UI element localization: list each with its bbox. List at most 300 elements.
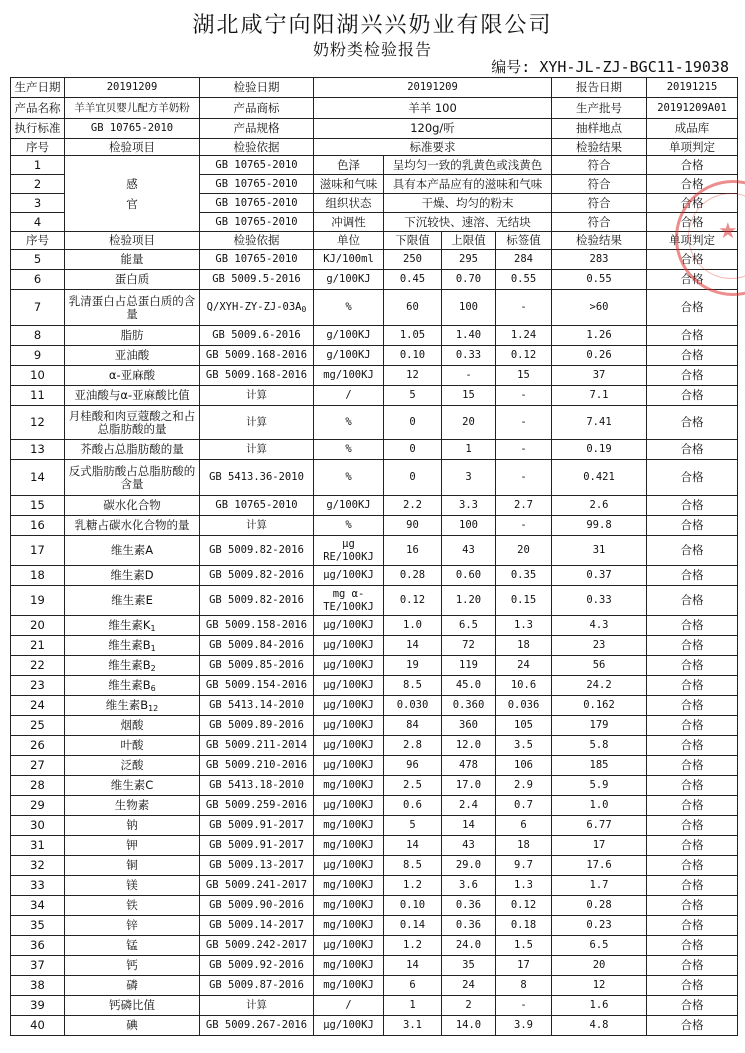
- seq-cell: 27: [11, 756, 65, 776]
- result-cell: 1.0: [552, 796, 647, 816]
- table-row: [11, 440, 738, 460]
- seq-cell: 3: [11, 194, 65, 213]
- seq-cell: 1: [11, 156, 65, 175]
- basis-cell: 计算: [200, 440, 314, 460]
- item-cell: α-亚麻酸: [65, 366, 200, 386]
- prod-date-label: 生产日期: [11, 78, 65, 98]
- lower-limit-cell: 0.10: [384, 346, 442, 366]
- table-row: [11, 250, 738, 270]
- unit-cell: μg/100KJ: [314, 716, 384, 736]
- result-cell: 5.8: [552, 736, 647, 756]
- judgement-cell: 合格: [647, 856, 738, 876]
- item-cell: 钙磷比值: [65, 996, 200, 1016]
- label-value-cell: 105: [496, 716, 552, 736]
- label-value-cell: 284: [496, 250, 552, 270]
- item-cell: 磷: [65, 976, 200, 996]
- basis-cell: GB 5009.241-2017: [200, 876, 314, 896]
- requirement-cell: 干燥、均匀的粉末: [384, 194, 552, 213]
- judgement-cell: 合格: [647, 816, 738, 836]
- judgement-cell: 合格: [647, 566, 738, 586]
- label-value-cell: 0.18: [496, 916, 552, 936]
- basis-cell: GB 5009.82-2016: [200, 586, 314, 616]
- item-cell: 反式脂肪酸占总脂肪酸的含量: [65, 460, 200, 496]
- item-cell: 亚油酸: [65, 346, 200, 366]
- lower-limit-cell: 0.45: [384, 270, 442, 290]
- unit-cell: KJ/100ml: [314, 250, 384, 270]
- basis-cell: GB 5009.92-2016: [200, 956, 314, 976]
- judgement-cell: 合格: [647, 716, 738, 736]
- upper-limit-cell: 360: [442, 716, 496, 736]
- label-value-cell: 10.6: [496, 676, 552, 696]
- item-cell: 泛酸: [65, 756, 200, 776]
- unit-cell: g/100KJ: [314, 270, 384, 290]
- upper-limit-cell: 35: [442, 956, 496, 976]
- item-cell: 维生素E: [65, 586, 200, 616]
- label-value-cell: -: [496, 386, 552, 406]
- basis-cell: GB 5009.89-2016: [200, 716, 314, 736]
- unit-cell: μg/100KJ: [314, 566, 384, 586]
- result-cell: 23: [552, 636, 647, 656]
- header-result: 检验结果: [552, 139, 647, 156]
- header-unit: 单位: [314, 232, 384, 250]
- judgement-cell: 合格: [647, 536, 738, 566]
- table-row: [11, 496, 738, 516]
- upper-limit-cell: 43: [442, 536, 496, 566]
- unit-cell: μg/100KJ: [314, 856, 384, 876]
- judgement-cell: 合格: [647, 250, 738, 270]
- result-cell: 7.41: [552, 406, 647, 440]
- item-cell: 铜: [65, 856, 200, 876]
- lower-limit-cell: 90: [384, 516, 442, 536]
- unit-cell: %: [314, 516, 384, 536]
- basis-cell: 计算: [200, 406, 314, 440]
- upper-limit-cell: 0.36: [442, 896, 496, 916]
- seq-cell: 13: [11, 440, 65, 460]
- judgement-cell: 合格: [647, 676, 738, 696]
- table-row: [11, 916, 738, 936]
- upper-limit-cell: 0.360: [442, 696, 496, 716]
- item-subscript: 1: [150, 644, 156, 653]
- lower-limit-cell: 84: [384, 716, 442, 736]
- table-row: [11, 290, 738, 326]
- info-row-1: [11, 78, 738, 98]
- header-judge: 单项判定: [647, 232, 738, 250]
- judgement-cell: 合格: [647, 756, 738, 776]
- table-row: [11, 366, 738, 386]
- seq-cell: 22: [11, 656, 65, 676]
- item-text: 维生素B: [108, 678, 151, 692]
- header-item: 检验项目: [65, 139, 200, 156]
- lower-limit-cell: 8.5: [384, 856, 442, 876]
- label-value-cell: 2.7: [496, 496, 552, 516]
- aspect-cell: 冲调性: [314, 213, 384, 232]
- basis-text: Q/XYH-ZY-ZJ-03A: [206, 301, 302, 313]
- lower-limit-cell: 250: [384, 250, 442, 270]
- result-cell: 1.6: [552, 996, 647, 1016]
- lower-limit-cell: 0.14: [384, 916, 442, 936]
- seq-cell: 10: [11, 366, 65, 386]
- item-cell: 钠: [65, 816, 200, 836]
- table-row: [11, 696, 738, 716]
- seq-cell: 38: [11, 976, 65, 996]
- lower-limit-cell: 16: [384, 536, 442, 566]
- item-cell: 脂肪: [65, 326, 200, 346]
- seq-cell: 33: [11, 876, 65, 896]
- basis-cell: GB 5009.259-2016: [200, 796, 314, 816]
- table-row: [11, 386, 738, 406]
- table-row: [11, 676, 738, 696]
- seq-cell: 37: [11, 956, 65, 976]
- upper-limit-cell: 3.6: [442, 876, 496, 896]
- sample-site-label: 抽样地点: [552, 119, 647, 139]
- item-subscript: 1: [150, 624, 156, 633]
- batch-label: 生产批号: [552, 98, 647, 119]
- table-row: [11, 536, 738, 566]
- item-cell: 碳水化合物: [65, 496, 200, 516]
- basis-cell: GB 5009.211-2014: [200, 736, 314, 756]
- upper-limit-cell: 24: [442, 976, 496, 996]
- unit-cell: μg/100KJ: [314, 736, 384, 756]
- table-row: [11, 936, 738, 956]
- item-cell: 蛋白质: [65, 270, 200, 290]
- judgement-cell: 合格: [647, 460, 738, 496]
- item-cell: 维生素D: [65, 566, 200, 586]
- unit-cell: mg/100KJ: [314, 836, 384, 856]
- table-row: [11, 346, 738, 366]
- unit-cell: %: [314, 290, 384, 326]
- basis-cell: 计算: [200, 516, 314, 536]
- basis-cell: GB 5009.82-2016: [200, 566, 314, 586]
- seq-cell: 35: [11, 916, 65, 936]
- table-row: [11, 406, 738, 440]
- upper-limit-cell: 0.70: [442, 270, 496, 290]
- header-requirement: 标准要求: [314, 139, 552, 156]
- lower-limit-cell: 0.28: [384, 566, 442, 586]
- judgement-cell: 合格: [647, 406, 738, 440]
- seq-cell: 23: [11, 676, 65, 696]
- label-value-cell: 20: [496, 536, 552, 566]
- lower-limit-cell: 6: [384, 976, 442, 996]
- judgement-cell: 合格: [647, 796, 738, 816]
- judgement-cell: 合格: [647, 916, 738, 936]
- label-value-cell: 1.3: [496, 616, 552, 636]
- table-row: [11, 1016, 738, 1036]
- lower-limit-cell: 12: [384, 366, 442, 386]
- inspection-report-table: [10, 77, 738, 1036]
- item-cell: 月桂酸和肉豆蔻酸之和占总脂肪酸的量: [65, 406, 200, 440]
- sample-site-value: 成品库: [647, 119, 738, 139]
- label-value-cell: 0.036: [496, 696, 552, 716]
- basis-cell: GB 5009.5-2016: [200, 270, 314, 290]
- unit-cell: μg/100KJ: [314, 636, 384, 656]
- basis-cell: GB 5009.14-2017: [200, 916, 314, 936]
- lower-limit-cell: 0.030: [384, 696, 442, 716]
- table-row: [11, 976, 738, 996]
- result-cell: 6.77: [552, 816, 647, 836]
- table-row: [11, 656, 738, 676]
- item-cell: 碘: [65, 1016, 200, 1036]
- result-cell: 99.8: [552, 516, 647, 536]
- lower-limit-cell: 1.0: [384, 616, 442, 636]
- seq-cell: 17: [11, 536, 65, 566]
- judgement-cell: 合格: [647, 386, 738, 406]
- result-cell: 31: [552, 536, 647, 566]
- result-cell: 符合: [552, 194, 647, 213]
- brand-value: 羊羊 100: [314, 98, 552, 119]
- item-cell: 铁: [65, 896, 200, 916]
- basis-cell: GB 5009.82-2016: [200, 536, 314, 566]
- seq-cell: 29: [11, 796, 65, 816]
- seq-cell: 4: [11, 213, 65, 232]
- basis-cell: GB 5009.168-2016: [200, 366, 314, 386]
- result-cell: 17: [552, 836, 647, 856]
- item-cell: 乳清蛋白占总蛋白质的含量: [65, 290, 200, 326]
- basis-cell: GB 5009.84-2016: [200, 636, 314, 656]
- upper-limit-cell: 3: [442, 460, 496, 496]
- basis-cell: GB 10765-2010: [200, 175, 314, 194]
- table-row: [11, 616, 738, 636]
- table-row: [11, 636, 738, 656]
- result-cell: 0.28: [552, 896, 647, 916]
- result-cell: 0.37: [552, 566, 647, 586]
- table-row: [11, 816, 738, 836]
- seq-cell: 25: [11, 716, 65, 736]
- table-row: [11, 460, 738, 496]
- upper-limit-cell: 100: [442, 516, 496, 536]
- basis-cell: GB 5009.85-2016: [200, 656, 314, 676]
- lower-limit-cell: 0: [384, 440, 442, 460]
- upper-limit-cell: 2.4: [442, 796, 496, 816]
- unit-cell: μg/100KJ: [314, 756, 384, 776]
- lower-limit-cell: 0: [384, 406, 442, 440]
- header-basis: 检验依据: [200, 232, 314, 250]
- unit-cell: mg/100KJ: [314, 366, 384, 386]
- spec-value: 120g/听: [314, 119, 552, 139]
- upper-limit-cell: 20: [442, 406, 496, 440]
- label-value-cell: 8: [496, 976, 552, 996]
- sensory-row: [11, 156, 738, 175]
- unit-cell: mg/100KJ: [314, 876, 384, 896]
- upper-limit-cell: 45.0: [442, 676, 496, 696]
- basis-cell: GB 5009.87-2016: [200, 976, 314, 996]
- prod-date-value: 20191209: [65, 78, 200, 98]
- seq-cell: 8: [11, 326, 65, 346]
- header-judgement: 单项判定: [647, 139, 738, 156]
- result-cell: 0.162: [552, 696, 647, 716]
- result-cell: 283: [552, 250, 647, 270]
- seq-cell: 28: [11, 776, 65, 796]
- upper-limit-cell: 14: [442, 816, 496, 836]
- judgement-cell: 合格: [647, 896, 738, 916]
- seq-cell: 32: [11, 856, 65, 876]
- seq-cell: 30: [11, 816, 65, 836]
- lower-limit-cell: 14: [384, 956, 442, 976]
- unit-cell: μg/100KJ: [314, 936, 384, 956]
- item-cell: 芥酸占总脂肪酸的量: [65, 440, 200, 460]
- label-value-cell: 0.12: [496, 346, 552, 366]
- unit-cell: mg/100KJ: [314, 916, 384, 936]
- product-name-value: 羊羊宜贝婴儿配方羊奶粉: [65, 98, 200, 119]
- judgement-cell: 合格: [647, 290, 738, 326]
- lower-limit-cell: 60: [384, 290, 442, 326]
- result-cell: 0.33: [552, 586, 647, 616]
- unit-cell: g/100KJ: [314, 346, 384, 366]
- seq-cell: 6: [11, 270, 65, 290]
- judgement-cell: 合格: [647, 270, 738, 290]
- lower-limit-cell: 14: [384, 636, 442, 656]
- judgement-cell: 合格: [647, 936, 738, 956]
- result-cell: 0.55: [552, 270, 647, 290]
- requirement-cell: 具有本产品应有的滋味和气味: [384, 175, 552, 194]
- item-cell: [65, 616, 200, 636]
- info-row-2: [11, 98, 738, 119]
- judgement-cell: 合格: [647, 366, 738, 386]
- table-row: [11, 586, 738, 616]
- label-value-cell: 1.3: [496, 876, 552, 896]
- report-type-title: 奶粉类检验报告: [312, 40, 432, 59]
- basis-cell: 计算: [200, 386, 314, 406]
- basis-cell: GB 5009.242-2017: [200, 936, 314, 956]
- header-seq: 序号: [11, 139, 65, 156]
- aspect-cell: 滋味和气味: [314, 175, 384, 194]
- judgement-cell: 合格: [647, 213, 738, 232]
- seq-cell: 36: [11, 936, 65, 956]
- item-text: 维生素K: [108, 618, 151, 632]
- result-cell: 20: [552, 956, 647, 976]
- basis-cell: GB 10765-2010: [200, 156, 314, 175]
- unit-cell: /: [314, 386, 384, 406]
- label-value-cell: 0.35: [496, 566, 552, 586]
- label-value-cell: 0.15: [496, 586, 552, 616]
- item-cell: [65, 696, 200, 716]
- upper-limit-cell: 17.0: [442, 776, 496, 796]
- item-text: 维生素B: [108, 658, 151, 672]
- table-row: [11, 796, 738, 816]
- item-cell: 叶酸: [65, 736, 200, 756]
- table-row: [11, 836, 738, 856]
- item-cell: 生物素: [65, 796, 200, 816]
- upper-limit-cell: 6.5: [442, 616, 496, 636]
- sensory-item-label: 感官: [126, 176, 138, 211]
- item-cell: [65, 676, 200, 696]
- lower-limit-cell: 0: [384, 460, 442, 496]
- lower-limit-cell: 1.05: [384, 326, 442, 346]
- table-row: [11, 856, 738, 876]
- seq-cell: 20: [11, 616, 65, 636]
- lower-limit-cell: 2.8: [384, 736, 442, 756]
- header-basis: 检验依据: [200, 139, 314, 156]
- upper-limit-cell: -: [442, 366, 496, 386]
- item-cell: 锌: [65, 916, 200, 936]
- result-cell: 4.3: [552, 616, 647, 636]
- result-cell: 符合: [552, 213, 647, 232]
- upper-limit-cell: 0.60: [442, 566, 496, 586]
- judgement-cell: 合格: [647, 586, 738, 616]
- item-cell: 钙: [65, 956, 200, 976]
- basis-cell: GB 10765-2010: [200, 250, 314, 270]
- result-cell: 2.6: [552, 496, 647, 516]
- judgement-cell: 合格: [647, 516, 738, 536]
- unit-cell: μg/100KJ: [314, 656, 384, 676]
- seq-cell: 19: [11, 586, 65, 616]
- label-value-cell: 15: [496, 366, 552, 386]
- result-cell: 17.6: [552, 856, 647, 876]
- judgement-cell: 合格: [647, 656, 738, 676]
- lower-limit-cell: 0.10: [384, 896, 442, 916]
- unit-cell: mg/100KJ: [314, 976, 384, 996]
- upper-limit-cell: 1.40: [442, 326, 496, 346]
- header-low: 下限值: [384, 232, 442, 250]
- unit-cell: mg α-TE/100KJ: [314, 586, 384, 616]
- upper-limit-cell: 29.0: [442, 856, 496, 876]
- judgement-cell: 合格: [647, 736, 738, 756]
- judgement-cell: 合格: [647, 976, 738, 996]
- lower-limit-cell: 8.5: [384, 676, 442, 696]
- basis-cell: 计算: [200, 996, 314, 1016]
- test-date-label: 检验日期: [200, 78, 314, 98]
- upper-limit-cell: 478: [442, 756, 496, 776]
- seq-cell: 16: [11, 516, 65, 536]
- result-cell: 6.5: [552, 936, 647, 956]
- lower-limit-cell: 1.2: [384, 876, 442, 896]
- result-cell: 0.421: [552, 460, 647, 496]
- upper-limit-cell: 12.0: [442, 736, 496, 756]
- judgement-cell: 合格: [647, 636, 738, 656]
- label-value-cell: 1.24: [496, 326, 552, 346]
- result-cell: 1.7: [552, 876, 647, 896]
- lower-limit-cell: 1: [384, 996, 442, 1016]
- seq-cell: 26: [11, 736, 65, 756]
- label-value-cell: 2.9: [496, 776, 552, 796]
- label-value-cell: 17: [496, 956, 552, 976]
- judgement-cell: 合格: [647, 1016, 738, 1036]
- lower-limit-cell: 0.6: [384, 796, 442, 816]
- result-cell: 179: [552, 716, 647, 736]
- header-high: 上限值: [442, 232, 496, 250]
- basis-cell: GB 5009.154-2016: [200, 676, 314, 696]
- report-date-label: 报告日期: [552, 78, 647, 98]
- label-value-cell: -: [496, 460, 552, 496]
- item-cell: [65, 636, 200, 656]
- upper-limit-cell: 72: [442, 636, 496, 656]
- lower-limit-cell: 5: [384, 386, 442, 406]
- item-cell: 维生素C: [65, 776, 200, 796]
- label-value-cell: 6: [496, 816, 552, 836]
- item-cell: 钾: [65, 836, 200, 856]
- test-date-value: 20191209: [314, 78, 552, 98]
- label-value-cell: -: [496, 440, 552, 460]
- lower-limit-cell: 3.1: [384, 1016, 442, 1036]
- document-number: 编号: XYH-JL-ZJ-BGC11-19038: [491, 58, 729, 76]
- upper-limit-cell: 43: [442, 836, 496, 856]
- item-subscript: 2: [150, 664, 156, 673]
- unit-cell: %: [314, 406, 384, 440]
- basis-cell: GB 5009.91-2017: [200, 816, 314, 836]
- judgement-cell: 合格: [647, 496, 738, 516]
- unit-cell: mg/100KJ: [314, 956, 384, 976]
- basis-cell: GB 5009.13-2017: [200, 856, 314, 876]
- lower-limit-cell: 19: [384, 656, 442, 676]
- requirement-cell: 呈均匀一致的乳黄色或浅黄色: [384, 156, 552, 175]
- result-cell: 0.23: [552, 916, 647, 936]
- upper-limit-cell: 0.36: [442, 916, 496, 936]
- aspect-cell: 组织状态: [314, 194, 384, 213]
- judgement-cell: 合格: [647, 956, 738, 976]
- result-cell: 0.26: [552, 346, 647, 366]
- label-value-cell: 9.7: [496, 856, 552, 876]
- result-cell: 12: [552, 976, 647, 996]
- label-value-cell: 18: [496, 836, 552, 856]
